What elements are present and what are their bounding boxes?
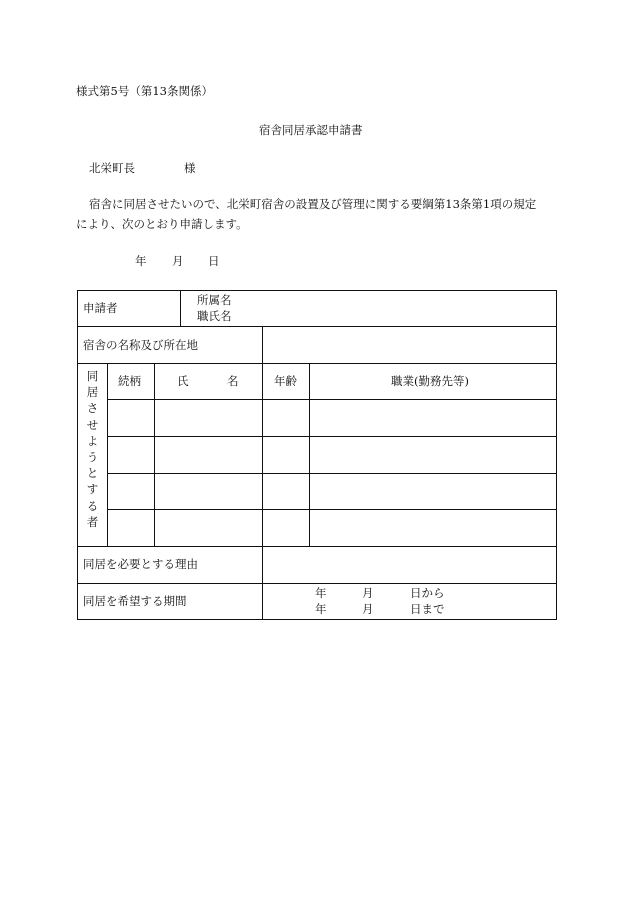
form-number: 様式第5号（第13条関係）	[76, 84, 213, 98]
period-to-year: 年	[315, 602, 327, 616]
date-day: 日	[208, 254, 220, 268]
header-name-given: 名	[227, 374, 239, 388]
vertical-char: さ	[86, 401, 99, 416]
header-occupation: 職業(勤務先等)	[391, 374, 469, 388]
cohabitant-vertical-label	[78, 371, 107, 533]
header-relation: 続柄	[118, 374, 141, 388]
name-title-label: 職氏名	[197, 309, 232, 323]
period-to-day: 日まで	[410, 602, 445, 616]
body-text-line1: 宿舎に同居させたいので、北栄町宿舎の設置及び管理に関する要綱第13条第1項の規定	[89, 197, 537, 211]
period-to-month: 月	[362, 602, 374, 616]
period-from-month: 月	[362, 586, 374, 600]
vertical-char: 居	[86, 385, 99, 400]
applicant-label: 申請者	[83, 301, 118, 315]
vertical-char: る	[86, 498, 99, 513]
affiliation-label: 所属名	[197, 293, 232, 307]
addressee-honorific: 様	[184, 161, 196, 175]
vertical-char: せ	[86, 417, 99, 432]
period-from-year: 年	[315, 586, 327, 600]
vertical-char: 者	[86, 514, 99, 529]
vertical-char: う	[86, 449, 99, 464]
vertical-char: と	[86, 466, 99, 481]
addressee-name: 北栄町長	[89, 161, 135, 175]
body-text-line2: により、次のとおり申請します。	[76, 217, 248, 231]
period-from-day: 日から	[410, 586, 445, 600]
period-label: 同居を希望する期間	[83, 594, 187, 608]
reason-label: 同居を必要とする理由	[83, 557, 198, 571]
vertical-char: よ	[86, 433, 99, 448]
header-name-family: 氏	[177, 374, 189, 388]
dormitory-label: 宿舎の名称及び所在地	[83, 338, 198, 352]
date-year: 年	[135, 254, 147, 268]
document-title: 宿舎同居承認申請書	[259, 123, 363, 137]
vertical-char: 同	[86, 369, 99, 383]
vertical-char: す	[86, 482, 99, 497]
header-age: 年齢	[274, 374, 297, 388]
date-month: 月	[172, 254, 184, 268]
